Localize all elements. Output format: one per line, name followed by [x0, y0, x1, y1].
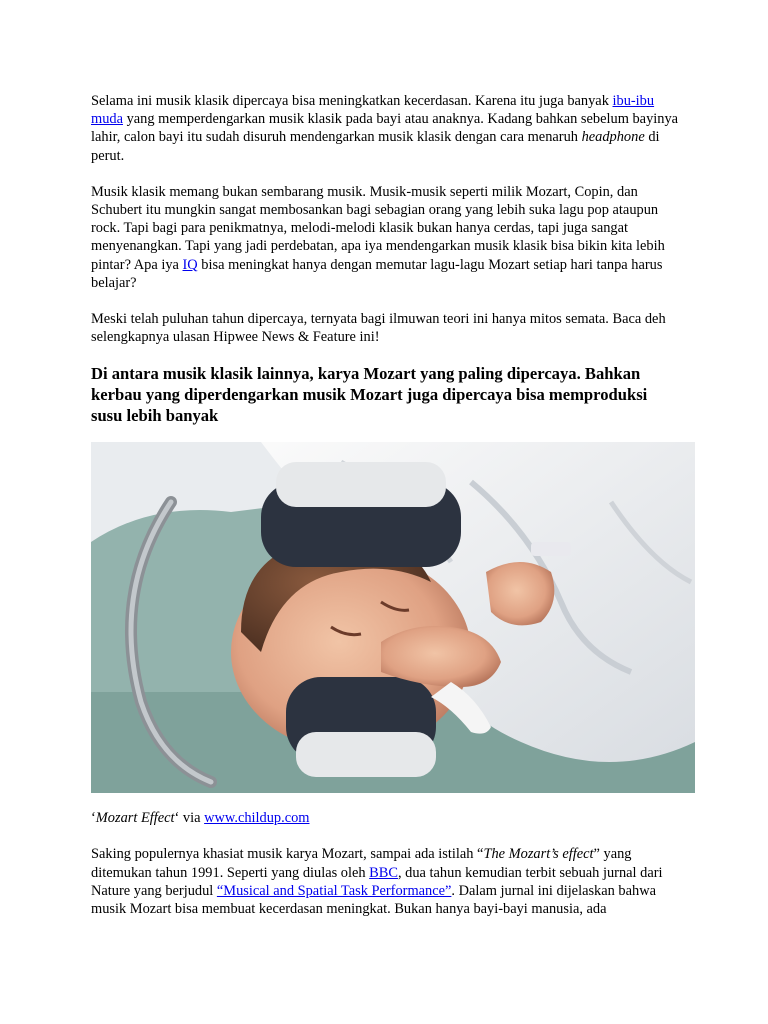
emphasis-mozart-effect: The Mozart’s effect [483, 846, 594, 863]
link-nature-journal[interactable]: “Musical and Spatial Task Performance” [216, 882, 452, 899]
section-heading: Di antara musik klasik lainnya, karya Mozart yang paling dipercaya. Bahkan kerbau yang diperdengarkan musik Mozart juga dipercaya bisa memproduksi susu lebih banyak [91, 364, 648, 425]
text-run: Musik klasik memang bukan sembarang musik. Musik-musik seperti milik Mozart, Copin, dan Schubert itu mungkin sangat membosankan bagi sebagian orang yang lebih suka lagu pop ataupun rock. Tapi bagi para penikmatnya, melodi-melodi klasik bukan hanya cerdas, tapi juga sangat menyenangkan. Tapi yang jadi perdebatan, apa iya mendengarkan musik klasik bisa bikin kita lebih pintar? Apa iya [91, 183, 665, 273]
paragraph-mozart-effect [91, 845, 681, 918]
text-run: Saking populernya khasiat musik karya Mozart, sampai ada istilah “ [91, 846, 484, 863]
caption-emphasis: Mozart Effect [95, 810, 175, 827]
emphasis-headphone: headphone [581, 129, 645, 146]
photo-caption [91, 809, 681, 827]
baby-headphones-illustration [91, 442, 695, 793]
link-childup[interactable]: www.childup.com [204, 810, 310, 827]
link-ibu-ibu-muda[interactable]: ibu-ibu muda [91, 93, 655, 128]
text-run: ” yang ditemukan tahun 1991. Seperti yang diulas oleh [91, 846, 632, 881]
link-bbc[interactable]: BBC [369, 864, 398, 881]
baby-headphones-photo [91, 442, 695, 793]
text-run: di perut. [91, 129, 660, 164]
paragraph-classical-music [91, 183, 681, 292]
article-body [91, 92, 681, 936]
caption-quote-open: ‘ [91, 810, 96, 827]
text-run: Selama ini musik klasik dipercaya bisa meningkatkan kecerdasan. Karena itu juga banyak [91, 93, 613, 109]
text-run: bisa meningkat hanya dengan memutar lagu-lagu Mozart setiap hari tanpa harus belajar? [91, 256, 663, 291]
text-run: , dua tahun kemudian terbit sebuah jurnal dari Nature yang berjudul [91, 864, 663, 899]
paragraph-intro [91, 92, 681, 165]
paragraph-myth: Meski telah puluhan tahun dipercaya, ternyata bagi ilmuwan teori ini hanya mitos semata. Baca deh selengkapnya ulasan Hipwee News & Feature ini! [91, 311, 666, 346]
caption-via: ‘ via [174, 810, 205, 827]
link-iq[interactable]: IQ [182, 256, 198, 273]
text-run: yang memperdengarkan musik klasik pada bayi atau anaknya. Kadang bahkan sebelum bayinya lahir, calon bayi itu sudah disuruh mendengarkan musik klasik dengan cara menaruh [91, 111, 679, 146]
text-run: . Dalam jurnal ini dijelaskan bahwa musik Mozart bisa membuat kecerdasan meningkat. Bukan hanya bayi-bayi manusia, ada [91, 882, 656, 918]
